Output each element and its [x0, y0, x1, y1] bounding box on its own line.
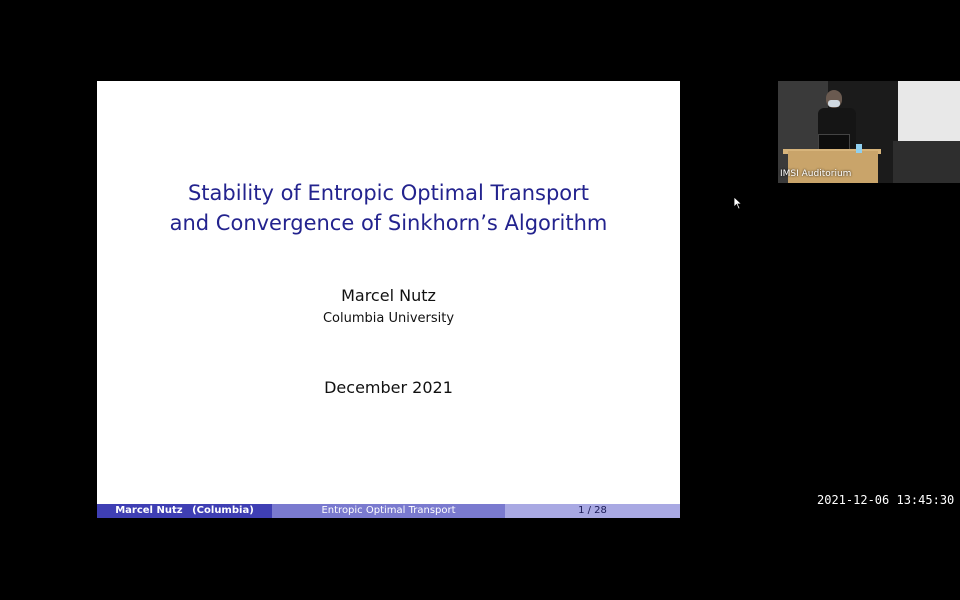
slide-title-line-1: Stability of Entropic Optimal Transport [187, 181, 590, 205]
slide-title-line-2: and Convergence of Sinkhorn’s Algorithm [169, 211, 608, 235]
speaker-video-tile[interactable] [778, 81, 960, 183]
video-projection-screen [898, 81, 960, 143]
video-background-lower [893, 141, 960, 183]
video-tile-label: IMSI Auditorium [780, 169, 852, 179]
mouse-pointer-icon [733, 195, 743, 209]
water-cup [856, 144, 862, 153]
recording-timestamp: 2021-12-06 13:45:30 [817, 493, 955, 507]
footer-affiliation: (Columbia) [192, 505, 254, 516]
slide-footer [97, 504, 680, 518]
footer-page-number: 1 / 28 [578, 505, 607, 516]
slide-title [97, 178, 680, 238]
slide-institution: Columbia University [322, 311, 455, 326]
slide-date: December 2021 [324, 378, 453, 397]
footer-short-title: Entropic Optimal Transport [321, 505, 456, 516]
presentation-slide [97, 81, 680, 518]
speaker-mask [828, 100, 840, 107]
footer-title-segment [272, 504, 505, 518]
slide-author: Marcel Nutz [341, 286, 436, 305]
footer-author-segment [97, 504, 272, 518]
footer-page-segment [505, 504, 680, 518]
footer-author: Marcel Nutz [115, 505, 183, 516]
